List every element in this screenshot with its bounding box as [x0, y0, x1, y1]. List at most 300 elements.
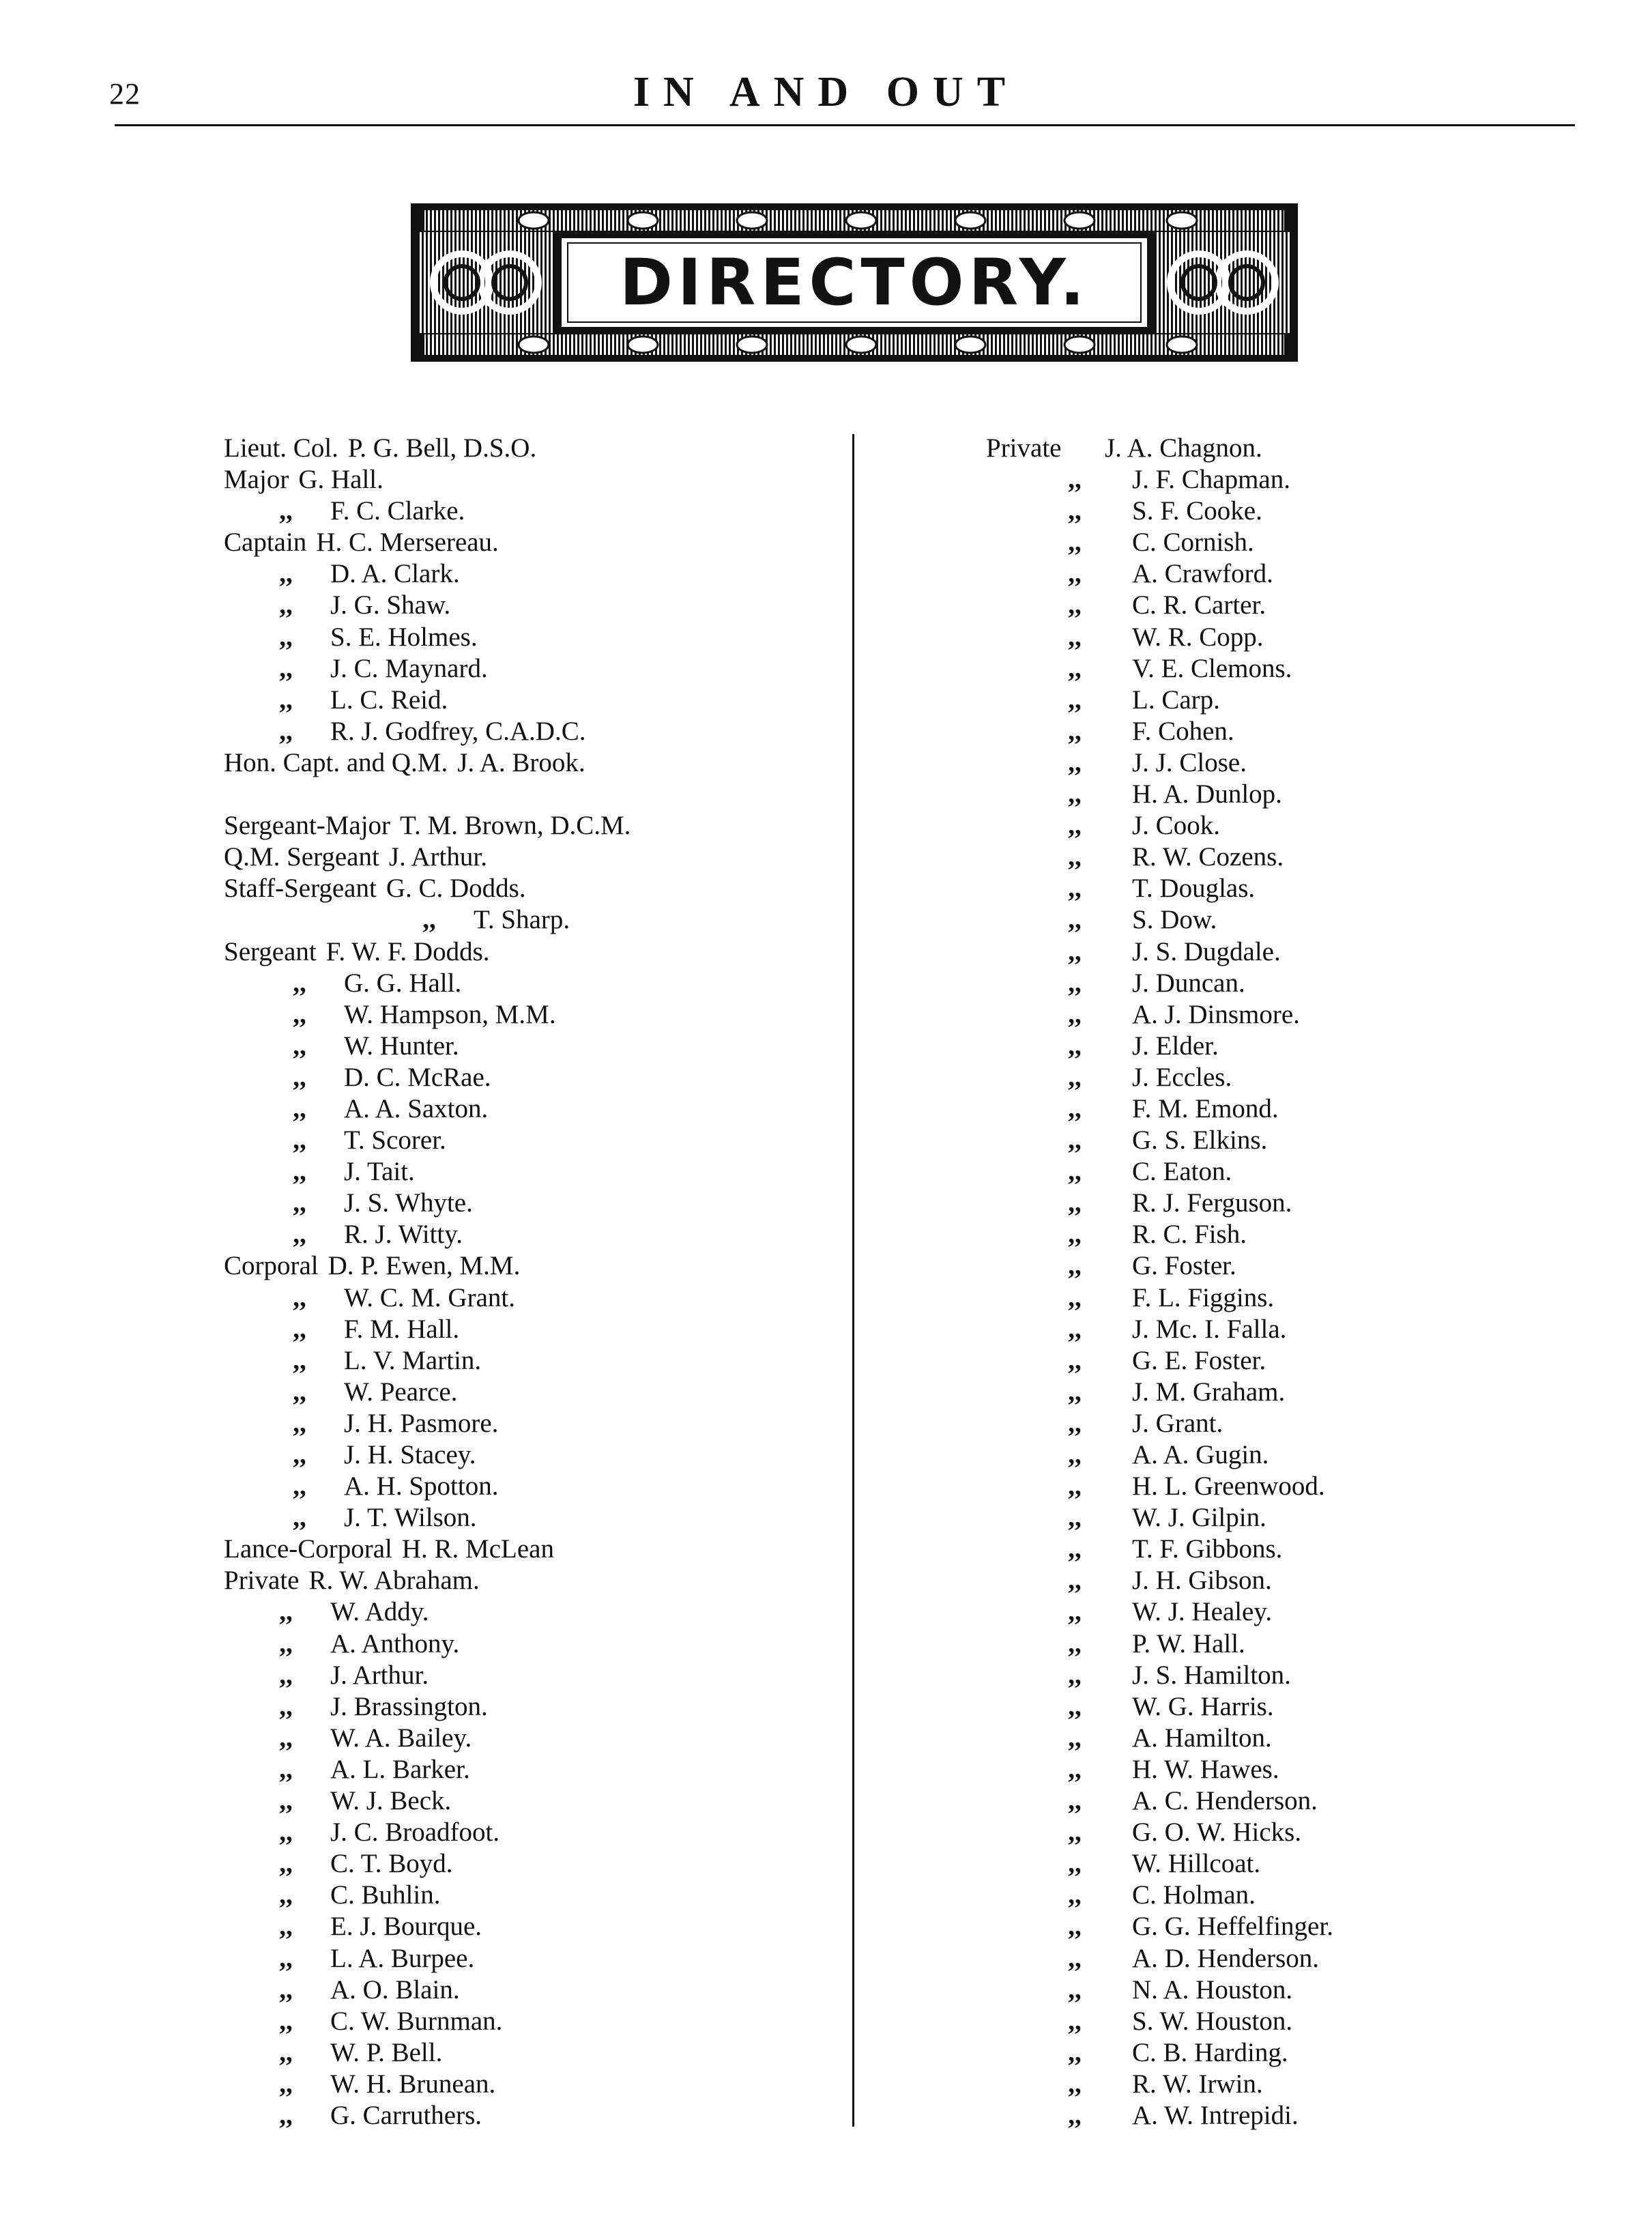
directory-entry	[986, 1565, 1641, 1596]
directory-entry	[224, 1156, 879, 1188]
ditto-mark: ,,	[1068, 1220, 1082, 1250]
directory-entry	[986, 1188, 1641, 1219]
ditto-mark: ,,	[1068, 1345, 1082, 1375]
ditto-mark: ,,	[1068, 1282, 1082, 1312]
ditto-mark: ,,	[1068, 747, 1082, 777]
directory-entry	[986, 1156, 1641, 1188]
ditto-mark: ,,	[293, 1345, 306, 1375]
person-name: G. S. Elkins.	[1132, 1125, 1268, 1155]
rank-label: Lieut. Col.	[224, 433, 338, 463]
directory-entry	[224, 1628, 879, 1660]
person-name: C. R. Carter.	[1132, 590, 1266, 620]
person-name: W. P. Bell.	[330, 2037, 443, 2067]
directory-entry	[986, 1502, 1641, 1534]
person-name: C. Cornish.	[1132, 528, 1254, 558]
ditto-mark: ,,	[1068, 1566, 1082, 1596]
directory-entry	[224, 716, 879, 747]
person-name: F. Cohen.	[1132, 716, 1234, 746]
ditto-mark: ,,	[293, 1503, 306, 1533]
person-name: W. J. Gilpin.	[1132, 1503, 1266, 1533]
ditto-mark: ,,	[279, 1754, 293, 1784]
person-name: W. G. Harris.	[1132, 1691, 1274, 1721]
directory-entry	[986, 2037, 1641, 2069]
rank-label: Q.M. Sergeant	[224, 842, 379, 872]
person-name: F. L. Figgins.	[1132, 1282, 1275, 1312]
directory-entry	[986, 590, 1641, 621]
ditto-mark: ,,	[1068, 1314, 1082, 1344]
ditto-mark: ,,	[279, 1628, 293, 1658]
directory-entry	[986, 873, 1641, 904]
person-name: T. Sharp.	[474, 905, 570, 935]
person-name: J. S. Dugdale.	[1132, 936, 1281, 966]
directory-entry	[986, 1062, 1641, 1093]
ditto-mark: ,,	[293, 1440, 306, 1469]
ditto-mark: ,,	[1068, 999, 1082, 1029]
directory-entry	[224, 1377, 879, 1408]
directory-entry	[986, 1974, 1641, 2006]
directory-entry	[986, 716, 1641, 747]
person-name: H. R. McLean	[401, 1534, 554, 1564]
directory-entry	[224, 1188, 879, 1219]
ditto-mark: ,,	[279, 2006, 293, 2036]
person-name: C. B. Harding.	[1132, 2037, 1288, 2067]
directory-entry	[986, 1471, 1641, 1502]
ditto-mark: ,,	[1068, 716, 1082, 746]
person-name: G. Carruthers.	[330, 2100, 482, 2130]
directory-entry	[986, 1408, 1641, 1439]
directory-entry	[986, 1911, 1641, 1942]
directory-entry	[224, 810, 879, 842]
person-name: H. W. Hawes.	[1132, 1754, 1279, 1784]
directory-entry	[224, 968, 879, 999]
directory-entry	[224, 1943, 879, 1974]
directory-entry	[224, 1754, 879, 1785]
ditto-mark: ,,	[279, 1691, 293, 1721]
directory-entry	[224, 433, 879, 464]
directory-entry	[986, 936, 1641, 968]
directory-entry	[224, 936, 879, 968]
person-name: A. Anthony.	[330, 1628, 460, 1658]
directory-entry	[224, 1848, 879, 1880]
directory-entry	[986, 1314, 1641, 1345]
person-name: G. G. Hall.	[344, 968, 462, 998]
directory-entry	[224, 1031, 879, 1062]
person-name: A. C. Henderson.	[1132, 1786, 1318, 1816]
directory-entry	[224, 2037, 879, 2069]
ditto-mark: ,,	[279, 1912, 293, 1942]
ditto-mark: ,,	[293, 999, 306, 1029]
ditto-mark: ,,	[1068, 1754, 1082, 1784]
page-number: 22	[109, 77, 141, 111]
person-name: G. C. Dodds.	[386, 874, 526, 904]
ditto-mark: ,,	[1068, 590, 1082, 620]
ditto-mark: ,,	[1068, 842, 1082, 872]
ditto-mark: ,,	[1068, 1125, 1082, 1155]
directory-entry	[224, 1471, 879, 1502]
directory-entry	[224, 1062, 879, 1093]
person-name: G. G. Heffelfinger.	[1132, 1912, 1333, 1942]
person-name: W. H. Brunean.	[330, 2069, 496, 2099]
ditto-mark: ,,	[293, 1125, 306, 1155]
directory-banner	[397, 198, 1312, 367]
ditto-mark: ,,	[1068, 2100, 1082, 2130]
directory-entry	[224, 1596, 879, 1628]
directory-entry	[224, 873, 879, 904]
ditto-mark: ,,	[1068, 1723, 1082, 1753]
person-name: T. M. Brown, D.C.M.	[400, 811, 631, 841]
ditto-mark: ,,	[1068, 1912, 1082, 1942]
person-name: J. S. Hamilton.	[1132, 1660, 1291, 1690]
person-name: J. H. Pasmore.	[344, 1408, 499, 1438]
ditto-mark: ,,	[279, 2069, 293, 2099]
ditto-mark: ,,	[293, 1220, 306, 1250]
directory-entry	[224, 1439, 879, 1471]
person-name: H. C. Mersereau.	[316, 528, 499, 558]
directory-entry	[224, 1817, 879, 1848]
person-name: W. Hampson, M.M.	[344, 999, 556, 1029]
ditto-mark: ,,	[1068, 1503, 1082, 1533]
ditto-mark: ,,	[279, 685, 293, 715]
person-name: H. A. Dunlop.	[1132, 779, 1282, 809]
ditto-mark: ,,	[293, 1408, 306, 1438]
directory-entry	[986, 1031, 1641, 1062]
directory-entry	[986, 2006, 1641, 2037]
ditto-mark: ,,	[1068, 779, 1082, 809]
directory-entry	[986, 495, 1641, 527]
directory-entry	[224, 1502, 879, 1534]
ditto-mark: ,,	[1068, 1974, 1082, 2004]
person-name: V. E. Clemons.	[1132, 653, 1292, 683]
person-name: G. Foster.	[1132, 1251, 1236, 1281]
directory-entry	[224, 685, 879, 716]
directory-entry	[224, 1785, 879, 1817]
person-name: A. Hamilton.	[1132, 1723, 1272, 1753]
directory-entry	[224, 1125, 879, 1156]
ditto-mark: ,,	[279, 622, 293, 652]
person-name: J. Arthur.	[330, 1660, 429, 1690]
person-name: L. A. Burpee.	[330, 1943, 475, 1973]
running-head-title: IN AND OUT	[633, 69, 1019, 115]
ditto-mark: ,,	[1068, 1377, 1082, 1407]
person-name: F. C. Clarke.	[330, 496, 465, 526]
person-name: J. T. Wilson.	[344, 1503, 477, 1533]
person-name: L. C. Reid.	[330, 685, 448, 715]
person-name: A. A. Gugin.	[1132, 1440, 1269, 1469]
person-name: A. Crawford.	[1132, 559, 1273, 589]
directory-entry	[224, 558, 879, 590]
ditto-mark: ,,	[1068, 1471, 1082, 1501]
person-name: W. Hunter.	[344, 1031, 459, 1061]
ditto-mark: ,,	[293, 1188, 306, 1218]
rank-label: Lance-Corporal	[224, 1534, 392, 1564]
directory-entry	[224, 622, 879, 653]
directory-entry	[986, 2069, 1641, 2100]
directory-entry	[986, 1250, 1641, 1282]
person-name: S. Dow.	[1132, 905, 1217, 935]
person-name: J. Eccles.	[1132, 1062, 1232, 1092]
directory-entry	[986, 1534, 1641, 1565]
ditto-mark: ,,	[293, 1377, 306, 1407]
person-name: J. Brassington.	[330, 1691, 488, 1721]
directory-entry	[986, 433, 1641, 464]
ditto-mark: ,,	[1068, 685, 1082, 715]
ditto-mark: ,,	[1068, 1660, 1082, 1690]
ditto-mark: ,,	[293, 1093, 306, 1123]
rank-label: Corporal	[224, 1251, 319, 1281]
person-name: C. T. Boyd.	[330, 1849, 453, 1879]
person-name: A. W. Intrepidi.	[1132, 2100, 1299, 2130]
ditto-mark: ,,	[1068, 2006, 1082, 2036]
person-name: J. Cook.	[1132, 811, 1220, 841]
directory-entry	[986, 2100, 1641, 2131]
ditto-mark: ,,	[279, 590, 293, 620]
directory-entry	[224, 1723, 879, 1754]
person-name: J. J. Close.	[1132, 747, 1247, 777]
person-name: J. F. Chapman.	[1132, 465, 1290, 495]
person-name: N. A. Houston.	[1132, 1974, 1293, 2004]
ditto-mark: ,,	[293, 1314, 306, 1344]
directory-right-column	[986, 433, 1641, 2131]
directory-entry	[224, 1911, 879, 1942]
person-name: J. S. Whyte.	[344, 1188, 473, 1218]
person-name: A. A. Saxton.	[344, 1093, 489, 1123]
ditto-mark: ,,	[1068, 1880, 1082, 1910]
directory-entry	[224, 527, 879, 558]
directory-entry	[224, 779, 879, 810]
person-name: W. R. Copp.	[1132, 622, 1264, 652]
ditto-mark: ,,	[279, 1597, 293, 1627]
person-name: G. E. Foster.	[1132, 1345, 1266, 1375]
directory-entry	[224, 1880, 879, 1911]
person-name: A. H. Spotton.	[344, 1471, 499, 1501]
person-name: T. Douglas.	[1132, 874, 1256, 904]
ditto-mark: ,,	[1068, 1597, 1082, 1627]
person-name: F. W. F. Dodds.	[325, 936, 490, 966]
ditto-mark: ,,	[1068, 936, 1082, 966]
rank-label: Major	[224, 465, 289, 495]
directory-entry	[224, 1314, 879, 1345]
ditto-mark: ,,	[1068, 1691, 1082, 1721]
directory-entry	[986, 1880, 1641, 1911]
person-name: W. C. M. Grant.	[344, 1282, 515, 1312]
ditto-mark: ,,	[1068, 1031, 1082, 1061]
person-name: R. C. Fish.	[1132, 1220, 1247, 1250]
person-name: S. W. Houston.	[1132, 2006, 1293, 2036]
directory-entry	[986, 1377, 1641, 1408]
directory-entry	[224, 1219, 879, 1250]
person-name: J. C. Broadfoot.	[330, 1817, 500, 1848]
person-name: S. E. Holmes.	[330, 622, 478, 652]
ditto-mark: ,,	[1068, 1062, 1082, 1092]
ditto-mark: ,,	[279, 1880, 293, 1910]
ditto-mark: ,,	[293, 1031, 306, 1061]
person-name: F. M. Emond.	[1132, 1093, 1279, 1123]
ditto-mark: ,,	[279, 1786, 293, 1816]
ditto-mark: ,,	[279, 1849, 293, 1879]
ditto-mark: ,,	[1068, 1408, 1082, 1438]
directory-entry	[986, 685, 1641, 716]
ditto-mark: ,,	[279, 653, 293, 683]
person-name: G. O. W. Hicks.	[1132, 1817, 1302, 1848]
directory-entry	[224, 1565, 879, 1596]
person-name: C. W. Burnman.	[330, 2006, 503, 2036]
person-name: A. L. Barker.	[330, 1754, 470, 1784]
person-name: J. Duncan.	[1132, 968, 1245, 998]
person-name: J. Arthur.	[388, 842, 487, 872]
person-name: J. M. Graham.	[1132, 1377, 1286, 1407]
ditto-mark: ,,	[1068, 968, 1082, 998]
person-name: A. J. Dinsmore.	[1132, 999, 1300, 1029]
person-name: H. L. Greenwood.	[1132, 1471, 1325, 1501]
directory-entry	[986, 1596, 1641, 1628]
directory-entry	[986, 1723, 1641, 1754]
directory-entry	[224, 1660, 879, 1691]
person-name: L. V. Martin.	[344, 1345, 482, 1375]
ditto-mark: ,,	[1068, 1093, 1082, 1123]
person-name: W. J. Healey.	[1132, 1597, 1273, 1627]
person-name: L. Carp.	[1132, 685, 1220, 715]
directory-entry	[986, 653, 1641, 685]
directory-entry	[986, 1943, 1641, 1974]
directory-entry	[986, 1282, 1641, 1314]
ditto-mark: ,,	[293, 968, 306, 998]
directory-entry	[986, 1785, 1641, 1817]
ditto-mark: ,,	[1068, 1440, 1082, 1469]
person-name: R. J. Godfrey, C.A.D.C.	[330, 716, 586, 746]
ditto-mark: ,,	[279, 716, 293, 746]
directory-entry	[224, 999, 879, 1031]
person-name: J. Grant.	[1132, 1408, 1223, 1438]
person-name: A. D. Henderson.	[1132, 1943, 1320, 1973]
person-name: J. Mc. I. Falla.	[1132, 1314, 1287, 1344]
ditto-mark: ,,	[1068, 622, 1082, 652]
person-name: W. Hillcoat.	[1132, 1849, 1261, 1879]
directory-entry	[224, 1282, 879, 1314]
directory-entry	[986, 810, 1641, 842]
directory-entry	[986, 1093, 1641, 1125]
directory-entry	[986, 527, 1641, 558]
directory-entry	[986, 1219, 1641, 1250]
directory-entry	[224, 2069, 879, 2100]
ditto-mark: ,,	[293, 1062, 306, 1092]
person-name: R. J. Ferguson.	[1132, 1188, 1292, 1218]
directory-entry	[986, 622, 1641, 653]
person-name: J. H. Stacey.	[344, 1440, 476, 1469]
person-name: A. O. Blain.	[330, 1974, 460, 2004]
ditto-mark: ,,	[1068, 1943, 1082, 1973]
directory-entry	[224, 2006, 879, 2037]
ditto-mark: ,,	[1068, 528, 1082, 558]
directory-entry	[986, 1848, 1641, 1880]
rank-label: Staff-Sergeant	[224, 874, 377, 904]
directory-entry	[224, 1093, 879, 1125]
directory-entry	[986, 779, 1641, 810]
directory-entry	[986, 1817, 1641, 1848]
ditto-mark: ,,	[1068, 2037, 1082, 2067]
ditto-mark: ,,	[279, 1660, 293, 1690]
ditto-mark: ,,	[1068, 874, 1082, 904]
directory-entry	[224, 1250, 879, 1282]
directory-entry	[986, 1754, 1641, 1785]
ditto-mark: ,,	[279, 559, 293, 589]
directory-entry	[224, 1974, 879, 2006]
person-name: C. Holman.	[1132, 1880, 1256, 1910]
person-name: R. J. Witty.	[344, 1220, 463, 1250]
directory-entry	[224, 904, 879, 936]
rank-label: Sergeant-Major	[224, 811, 391, 841]
person-name: W. A. Bailey.	[330, 1723, 472, 1753]
ditto-mark: ,,	[279, 2037, 293, 2067]
person-name: T. Scorer.	[344, 1125, 446, 1155]
rank-label: Captain	[224, 528, 307, 558]
rank-label: Sergeant	[224, 936, 317, 966]
directory-entry	[986, 1628, 1641, 1660]
person-name: J. Elder.	[1132, 1031, 1219, 1061]
ditto-mark: ,,	[293, 1471, 306, 1501]
person-name: P. G. Bell, D.S.O.	[347, 433, 537, 463]
directory-entry	[224, 2100, 879, 2131]
person-name: R. W. Cozens.	[1132, 842, 1284, 872]
directory-entry	[986, 464, 1641, 495]
ditto-mark: ,,	[1068, 653, 1082, 683]
header-rule	[115, 124, 1575, 126]
directory-left-column	[224, 433, 879, 2131]
directory-entry	[224, 747, 879, 779]
ditto-mark: ,,	[422, 905, 436, 935]
ditto-mark: ,,	[1068, 1628, 1082, 1658]
ditto-mark: ,,	[1068, 496, 1082, 526]
directory-entry	[224, 1408, 879, 1439]
ditto-mark: ,,	[1068, 905, 1082, 935]
ditto-mark: ,,	[1068, 1849, 1082, 1879]
ditto-mark: ,,	[1068, 1157, 1082, 1187]
directory-entry	[986, 968, 1641, 999]
person-name: J. A. Chagnon.	[1105, 433, 1262, 463]
directory-entry	[986, 904, 1641, 936]
directory-entry	[986, 1691, 1641, 1723]
person-name: D. A. Clark.	[330, 559, 460, 589]
person-name: J. Tait.	[344, 1157, 415, 1187]
directory-entry	[986, 1125, 1641, 1156]
rank-label: Private	[224, 1566, 300, 1596]
ditto-mark: ,,	[279, 496, 293, 526]
ditto-mark: ,,	[279, 1817, 293, 1848]
ditto-mark: ,,	[1068, 2069, 1082, 2099]
directory-entry	[224, 842, 879, 873]
directory-entry	[986, 747, 1641, 779]
person-name: W. Pearce.	[344, 1377, 458, 1407]
ditto-mark: ,,	[1068, 559, 1082, 589]
person-name: R. W. Abraham.	[308, 1566, 480, 1596]
ditto-mark: ,,	[1068, 1786, 1082, 1816]
person-name: C. Eaton.	[1132, 1157, 1232, 1187]
person-name: G. Hall.	[298, 465, 383, 495]
directory-entry	[224, 1534, 879, 1565]
person-name: T. F. Gibbons.	[1132, 1534, 1283, 1564]
directory-entry	[986, 999, 1641, 1031]
person-name: W. Addy.	[330, 1597, 429, 1627]
person-name: W. J. Beck.	[330, 1786, 452, 1816]
directory-entry	[986, 842, 1641, 873]
rank-label: Hon. Capt. and Q.M.	[224, 747, 448, 777]
person-name: S. F. Cooke.	[1132, 496, 1262, 526]
person-name: F. M. Hall.	[344, 1314, 460, 1344]
person-name: J. C. Maynard.	[330, 653, 488, 683]
directory-entry	[224, 653, 879, 685]
ditto-mark: ,,	[293, 1157, 306, 1187]
ditto-mark: ,,	[279, 1943, 293, 1973]
person-name: D. C. McRae.	[344, 1062, 491, 1092]
